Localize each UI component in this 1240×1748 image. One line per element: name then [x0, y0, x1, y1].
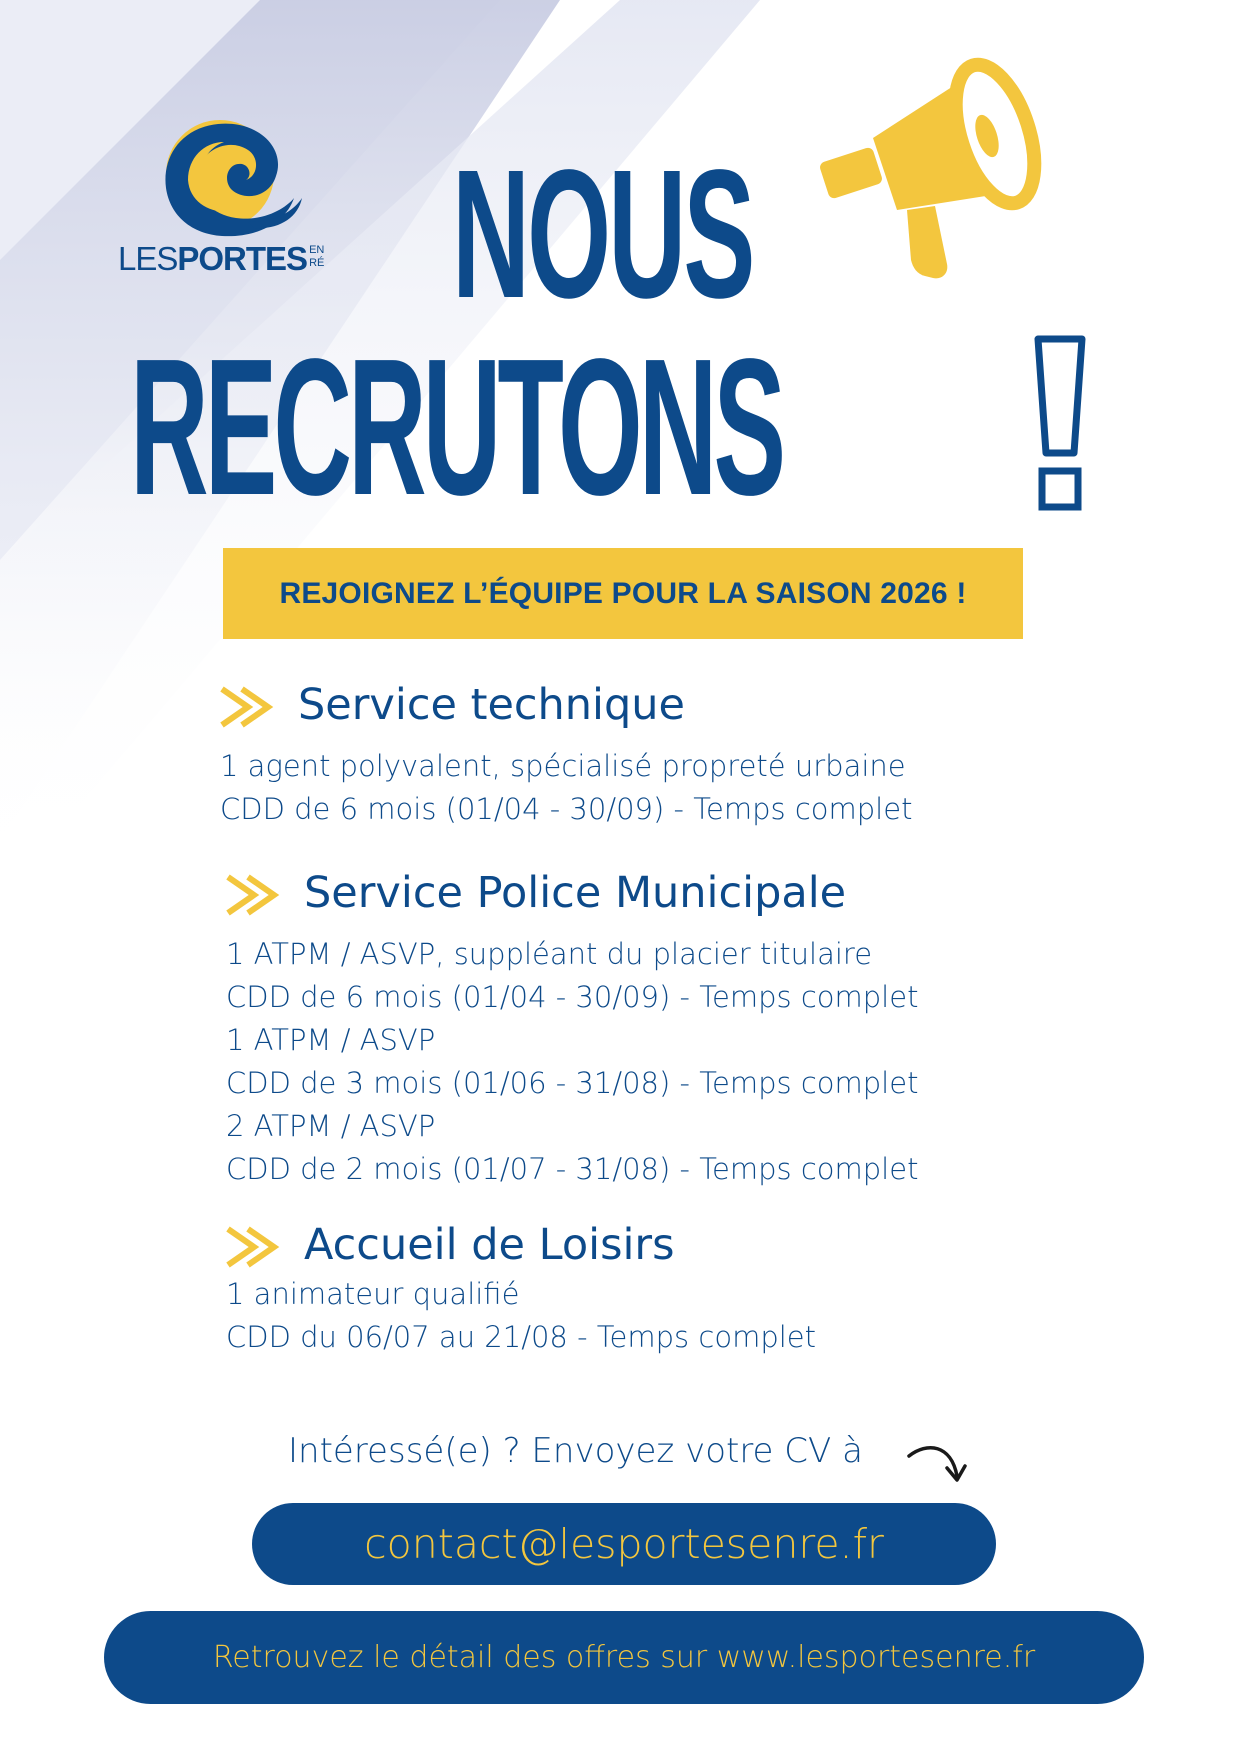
headline-recrutons: RECRUTONS [130, 318, 783, 536]
logo-enre [309, 244, 324, 270]
website-link[interactable] [104, 1611, 1144, 1704]
list-item: 1 ATPM / ASVP, suppléant du placier titulaire [226, 937, 873, 971]
section-title: Accueil de Loisirs [304, 1220, 675, 1270]
section-service-technique [220, 675, 912, 831]
headline-nous: NOUS [452, 131, 753, 336]
chevron-double-icon [226, 873, 286, 917]
section-accueil-loisirs [226, 1215, 816, 1359]
list-item: CDD de 6 mois (01/04 - 30/09) - Temps complet [220, 792, 913, 826]
brand-logo [118, 118, 348, 288]
section-lines [226, 933, 918, 1191]
list-item: 1 agent polyvalent, spécialisé propreté urbaine [220, 749, 906, 783]
exclamation-icon [1030, 335, 1090, 515]
megaphone-icon [815, 42, 1075, 282]
section-heading [220, 675, 912, 735]
chevron-double-icon [220, 685, 280, 729]
section-heading [226, 1215, 816, 1275]
logo-les: LES [118, 240, 178, 277]
cv-prompt: Intéressé(e) ? Envoyez votre CV à [288, 1431, 863, 1471]
list-item: CDD de 6 mois (01/04 - 30/09) - Temps complet [226, 980, 919, 1014]
list-item: 2 ATPM / ASVP [226, 1109, 436, 1143]
list-item: CDD de 3 mois (01/06 - 31/08) - Temps complet [226, 1066, 919, 1100]
list-item: CDD du 06/07 au 21/08 - Temps complet [226, 1320, 816, 1354]
logo-re: RÉ [309, 257, 325, 269]
chevron-double-icon [226, 1225, 286, 1269]
section-police-municipale [226, 863, 918, 1191]
logo-portes: PORTES [177, 240, 308, 277]
curved-arrow-icon [905, 1436, 970, 1496]
wave-logo-icon [118, 118, 348, 243]
list-item: CDD de 2 mois (01/07 - 31/08) - Temps complet [226, 1152, 919, 1186]
email-link[interactable] [252, 1503, 996, 1585]
section-title: Service technique [298, 680, 685, 730]
email-text[interactable]: contact@lesportesenre.fr [364, 1520, 884, 1568]
list-item: 1 animateur qualifié [226, 1277, 520, 1311]
section-title: Service Police Municipale [304, 868, 847, 918]
footer-text[interactable]: Retrouvez le détail des offres sur www.lesportesenre.fr [212, 1640, 1036, 1675]
logo-en: EN [309, 244, 325, 256]
list-item: 1 ATPM / ASVP [226, 1023, 436, 1057]
logo-wordmark [118, 240, 324, 278]
season-banner [223, 548, 1023, 639]
section-lines [226, 1273, 816, 1359]
banner-text: REJOIGNEZ L’ÉQUIPE POUR LA SAISON 2026 ! [279, 576, 967, 610]
section-lines [220, 745, 912, 831]
section-heading [226, 863, 918, 923]
